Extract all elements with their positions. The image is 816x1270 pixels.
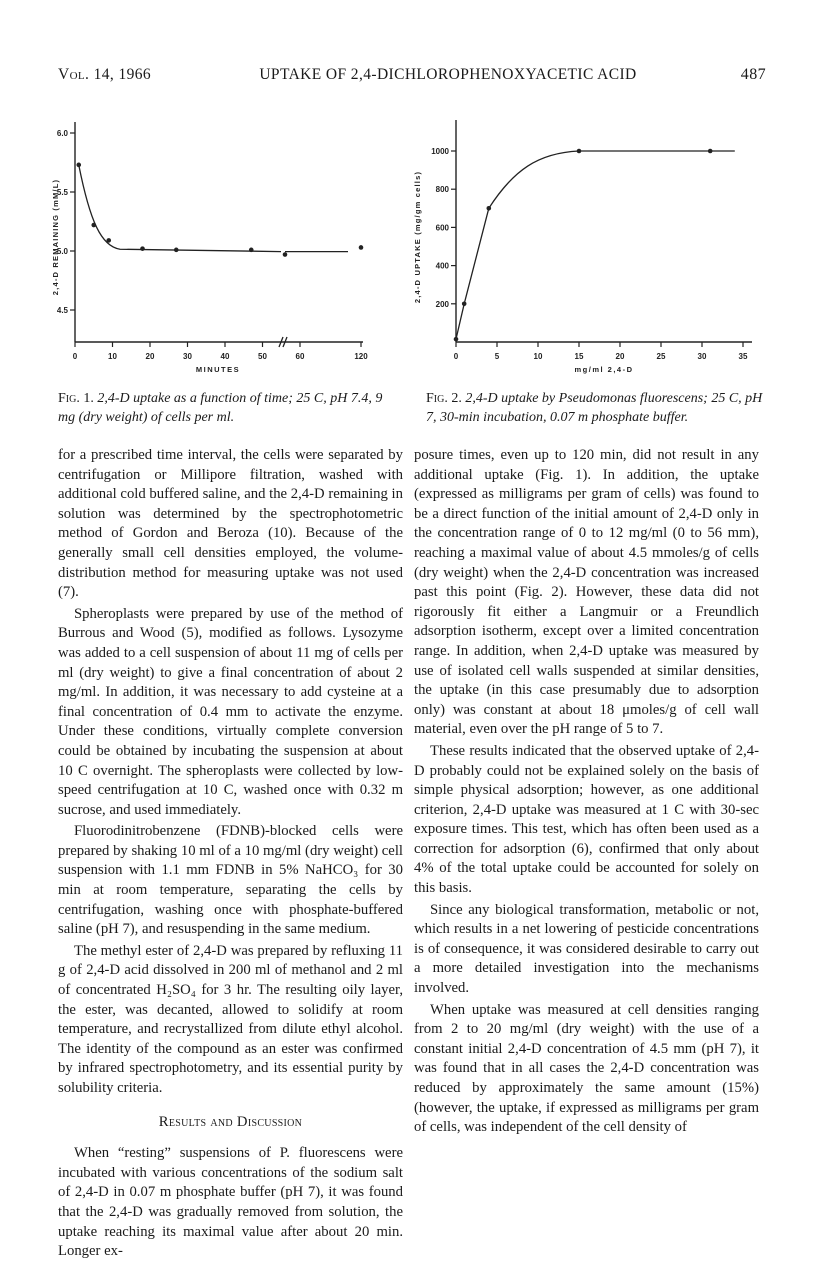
- x-tick-label: 60: [295, 352, 305, 361]
- data-point: [249, 248, 254, 253]
- body-paragraph: for a prescribed time interval, the cells were separated by centrifugation or Millipore filtration, washed with additional cold buffered saline, and the 2,4-D remaining in solution was determined by the spectrophotometric method of Gordon and Beroza (10). Because of the generally small cell densities employed, the volume-distribution method for measuring uptake was not used (7).: [58, 447, 403, 601]
- figure-2-chart: [404, 112, 764, 384]
- data-point: [283, 252, 288, 257]
- body-paragraph: The methyl ester of 2,4-D was prepared by refluxing 11 g of 2,4-D acid dissolved in 200 ml of methanol and 2 ml of concentrated H₂SO₄ for 3 hr. The resulting oily layer, the ester, was decanted, allowed to solidify at room temperature, and recrystallized from dilute ethyl alcohol. The identity of the compound as an ester was confirmed by infrared spectrophotometry, and its essential purity by solubility criteria.: [58, 942, 403, 1096]
- body-paragraph: posure times, even up to 120 min, did not result in any additional uptake (Fig. 1). In addition, the uptake (expressed as milligrams per gram of cells) was found to be a direct function of the initial amount of 2,4-D only in the concentration range of 0 to 12 mg/ml (0 to 56 mm), reaching a maximal value of about 4.5 mmoles/g of cells (dry weight) when the 2,4-D concentration was increased past this point (Fig. 2). However, these data did not rigorously fit either a Langmuir or a Freundlich adsorption isotherm, except over a limited concentration range. In addition, when 2,4-D uptake was measured by use of isolated cell walls suspended at similar densities, the uptake (in this case presumably due to adsorption only) was constant at about 18 μmoles/g of cell wall material, even over the pH range of 5 to 7.: [414, 447, 759, 738]
- y-tick-label: 5.5: [56, 188, 68, 197]
- figure-1-caption: [58, 389, 388, 427]
- y-tick-label: 5.0: [56, 247, 68, 256]
- body-paragraph: Spheroplasts were prepared by use of the method of Burrous and Wood (5), modified as follows. Lysozyme was added to a cell suspension of about 11 mg of cells per ml (dry weight) to give a final concentration of about 2 mg/ml. In addition, it was necessary to add cysteine at a final concentration of 0.4 mm to activate the enzyme. Under these conditions, virtually complete conversion could be obtained by incubating the suspension at about 10 C overnight. The spheroplasts were collected by low-speed centrifugation at 10 C, washed once with 0.32 m sucrose, and used immediately.: [58, 605, 403, 818]
- data-point: [577, 149, 582, 154]
- figure-1-caption-text: 2,4-D uptake as a function of time; 25 C, pH 7.4, 9 mg (dry weight) of cells per ml.: [58, 391, 383, 425]
- data-point: [487, 206, 492, 211]
- x-tick-label: 30: [183, 352, 192, 361]
- body-paragraph: These results indicated that the observed uptake of 2,4-D probably could not be explained solely on the basis of simple physical adsorption; however, as one additional criterion, 2,4-D uptake was measured at 1 C with 30-sec exposure times. This test, which has often been used as a correction for adsorption (6), confirmed that only about 4% of the total uptake could be accounted for solely on this basis.: [414, 742, 759, 897]
- y-tick-label: 400: [435, 261, 449, 271]
- series-line: [79, 165, 348, 252]
- body-column-right: [414, 446, 759, 1138]
- y-tick-label: 6.0: [56, 129, 68, 138]
- figure-2-caption: [426, 389, 771, 427]
- figure-1-svg: [48, 112, 388, 384]
- series-line: [456, 151, 735, 339]
- x-tick-label: 10: [108, 352, 117, 361]
- y-tick-label: 1000: [431, 147, 449, 156]
- y-axis-label: 2,4-D UPTAKE (mg/gm cells): [413, 170, 422, 304]
- data-point: [140, 246, 145, 251]
- running-title: UPTAKE OF 2,4-DICHLOROPHENOXYACETIC ACID: [259, 66, 637, 83]
- x-tick-label: 10: [533, 352, 543, 361]
- x-tick-label: 50: [258, 352, 267, 361]
- data-point: [106, 238, 111, 243]
- x-tick-label: 120: [354, 352, 368, 361]
- data-point: [359, 245, 364, 250]
- x-tick-label: 0: [72, 352, 78, 361]
- section-heading: Results and Discussion: [158, 1113, 303, 1130]
- figure-2-svg: [404, 112, 764, 384]
- data-point: [462, 302, 467, 307]
- y-tick-label: 600: [435, 223, 449, 233]
- x-tick-label: 20: [145, 352, 155, 361]
- y-tick-label: 800: [435, 185, 449, 195]
- y-tick-label: 200: [435, 299, 449, 309]
- x-axis-label: mg/ml 2,4-D: [574, 365, 634, 374]
- data-point: [708, 149, 713, 154]
- body-paragraph: Fluorodinitrobenzene (FDNB)-blocked cells were prepared by shaking 10 ml of a 10 mg/ml (dry weight) cell suspension with 1.1 mm FDNB in 5% NaHCO₃ for 30 min at room temperature, separating the cells by centrifugation, washing once with phosphate-buffered saline (pH 7), and resuspending in the same medium.: [58, 823, 403, 938]
- body-paragraph: Since any biological transformation, metabolic or not, which results in a net lowering of pesticide concentrations is of consequence, it was considered desirable to carry out a more detailed investigation into the mechanisms involved.: [414, 901, 759, 997]
- y-axis-label: 2,4-D REMAINING (mM/L): [51, 178, 60, 296]
- y-tick-label: 4.5: [56, 306, 68, 315]
- x-axis-label: MINUTES: [195, 365, 241, 374]
- body-paragraph: When uptake was measured at cell densities ranging from 2 to 20 mg/ml (dry weight) with the use of a constant initial 2,4-D concentration of 4.5 mm (pH 7), it was found that in all cases the 2,4-D concentration was reduced by approximately the same amount (15%) (however, the uptake, if expressed as milligrams per gram of cells, was independent of the cell density of: [414, 1001, 759, 1136]
- body-column-left: [58, 446, 403, 1262]
- figure-2-caption-label: Fig. 2.: [426, 391, 462, 406]
- x-tick-label: 25: [656, 352, 666, 361]
- x-tick-label: 15: [574, 352, 584, 361]
- volume-label: Vol. 14, 1966: [58, 66, 152, 83]
- body-paragraph: When “resting” suspensions of P. fluorescens were incubated with various concentrations of the sodium salt of 2,4-D in 0.07 m phosphate buffer (pH 7), it was found that the 2,4-D was gradually removed from solution, the uptake reaching its maximal value after about 20 min. Longer ex-: [58, 1145, 403, 1260]
- figure-1-caption-label: Fig. 1.: [58, 391, 94, 406]
- x-tick-label: 30: [697, 352, 707, 361]
- data-point: [174, 248, 179, 253]
- figure-2-caption-text: 2,4-D uptake by Pseudomonas fluorescens; 25 C, pH 7, 30-min incubation, 0.07 m phosphate buffer.: [426, 391, 763, 425]
- x-tick-label: 20: [615, 352, 625, 361]
- data-point: [91, 223, 96, 228]
- figure-1-chart: [48, 112, 388, 384]
- page-number: 487: [740, 66, 766, 83]
- x-tick-label: 40: [220, 352, 230, 361]
- x-tick-label: 35: [738, 352, 748, 361]
- data-point: [454, 337, 459, 342]
- running-header: [58, 66, 766, 86]
- x-tick-label: 5: [494, 352, 500, 361]
- data-point: [76, 163, 81, 168]
- x-tick-label: 0: [453, 352, 459, 361]
